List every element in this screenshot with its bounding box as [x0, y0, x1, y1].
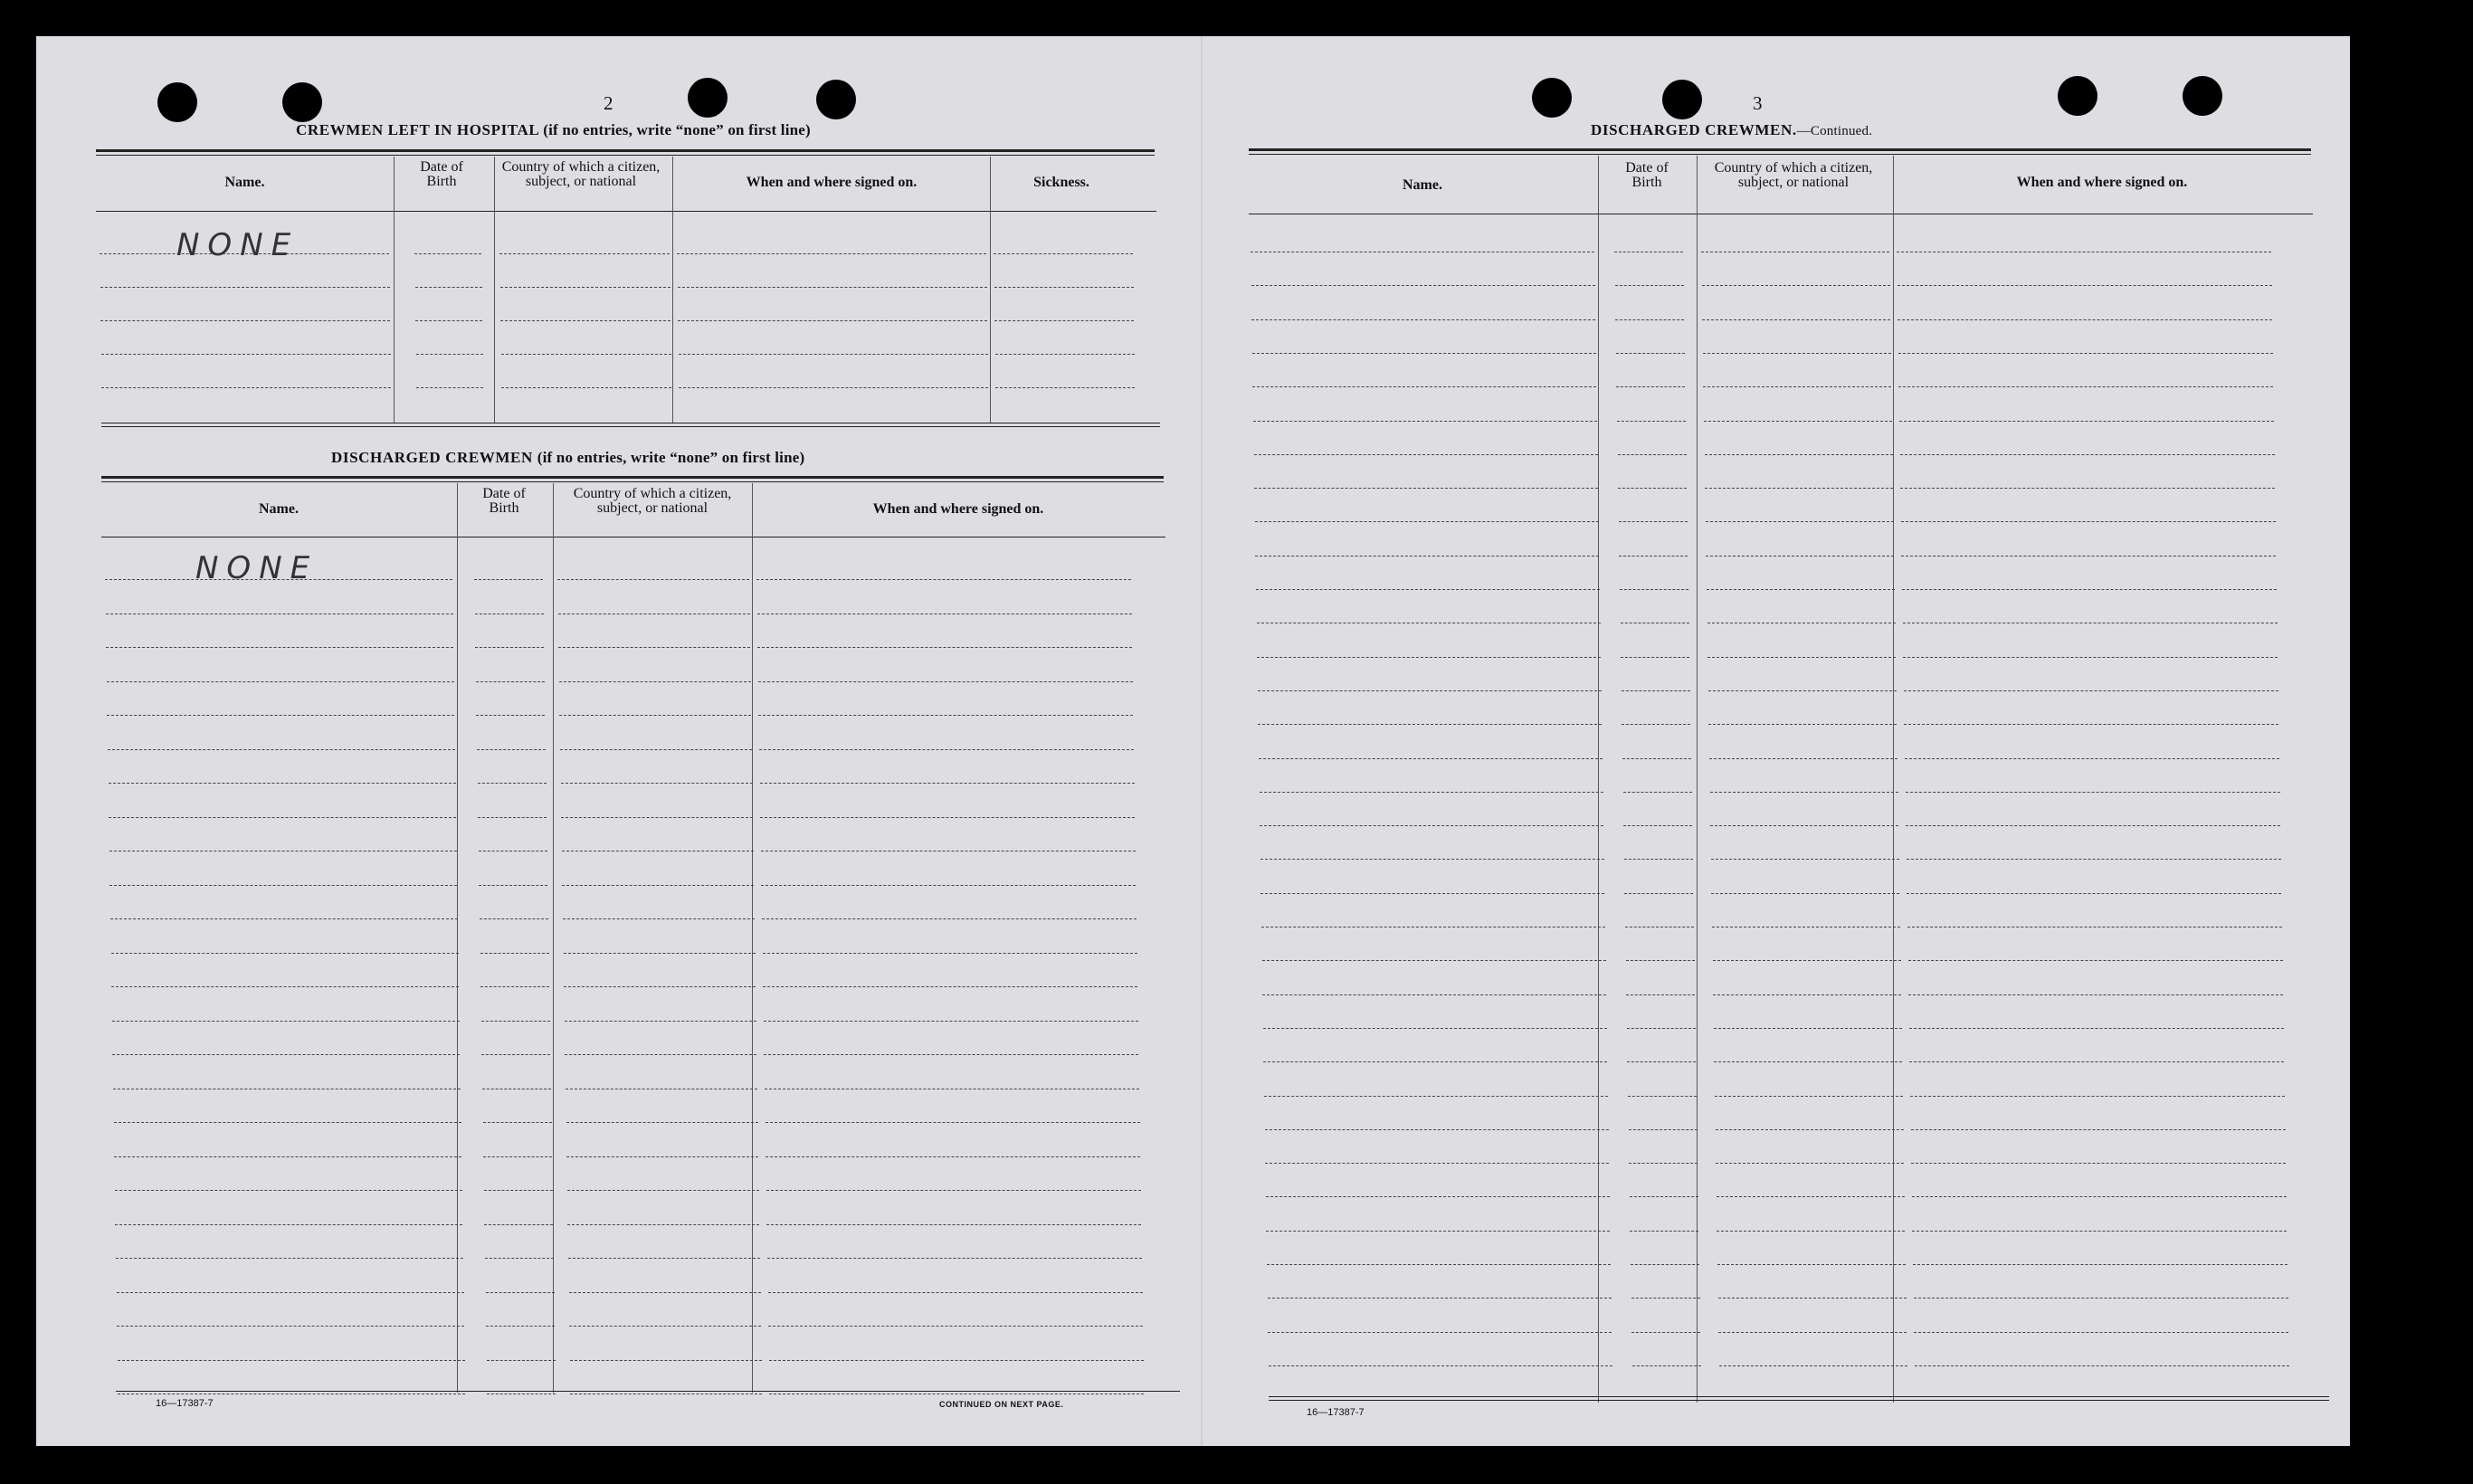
ruled-line: [564, 986, 756, 987]
ruled-line: [1252, 353, 1596, 354]
ruled-line: [1907, 859, 2281, 860]
ruled-line: [1908, 994, 2283, 995]
ruled-line: [478, 817, 547, 818]
column-header-date-of-birth: Date of Birth: [420, 159, 463, 189]
punch-hole: [1662, 80, 1702, 119]
ruled-line: [1266, 1231, 1610, 1232]
continued-note: CONTINUED ON NEXT PAGE.: [939, 1400, 1064, 1409]
ruled-line: [1260, 859, 1604, 860]
ruled-line: [108, 749, 455, 750]
ruled-line: [1629, 1163, 1698, 1164]
column-header-sickness: Sickness.: [1033, 175, 1089, 190]
column-header-country: Country of which a citizen, subject, or national: [501, 159, 661, 189]
ruled-line: [766, 1224, 1141, 1225]
column-header-country: Country of which a citizen, subject, or national: [573, 486, 732, 516]
ruled-line: [114, 1122, 461, 1123]
ruled-line: [478, 783, 547, 784]
ruled-line: [1719, 1365, 1907, 1366]
ruled-line: [763, 953, 1137, 954]
ruled-line: [1267, 1264, 1611, 1265]
ruled-line: [1615, 285, 1684, 286]
ruled-line: [764, 1054, 1138, 1055]
ruled-line: [1254, 454, 1598, 455]
ruled-line: [1718, 1332, 1907, 1333]
ruled-line: [569, 1292, 761, 1293]
ruled-line: [1711, 859, 1899, 860]
ruled-line: [106, 647, 453, 648]
ruled-line: [1898, 353, 2273, 354]
page-fold: [1201, 36, 1203, 1446]
ruled-line: [486, 1326, 555, 1327]
ruled-line: [110, 918, 458, 919]
ruled-line: [1703, 386, 1891, 387]
ruled-line: [1622, 758, 1691, 759]
ruled-line: [1914, 1332, 2288, 1333]
ruled-line: [1703, 353, 1891, 354]
table-top-rule: [1249, 154, 2311, 155]
ruled-line: [1911, 1129, 2286, 1130]
ruled-line: [416, 354, 483, 355]
ruled-line: [679, 387, 988, 388]
ruled-line: [760, 783, 1135, 784]
column-divider: [1893, 156, 1894, 1403]
column-divider: [990, 157, 991, 423]
column-divider: [457, 483, 458, 1393]
ruled-line: [761, 885, 1136, 886]
ruled-line: [1616, 353, 1685, 354]
ruled-line: [1705, 488, 1893, 489]
ruled-line: [1903, 657, 2278, 658]
handwritten-none: NONE: [176, 227, 300, 263]
ruled-line: [1904, 724, 2278, 725]
document-sheet: [36, 36, 2350, 1446]
ruled-line: [1619, 521, 1688, 522]
ruled-line: [415, 287, 482, 288]
continued-suffix: —Continued.: [1796, 124, 1873, 138]
ruled-line: [1622, 724, 1690, 725]
ruled-line: [499, 253, 670, 254]
ruled-line: [1714, 1061, 1902, 1062]
table-bottom-rule: [1269, 1400, 2329, 1401]
page-number: 3: [1753, 92, 1763, 114]
ruled-line: [1904, 690, 2278, 691]
ruled-line: [564, 953, 756, 954]
ruled-line: [1717, 1196, 1905, 1197]
column-divider: [672, 157, 673, 423]
ruled-line: [768, 1326, 1143, 1327]
ruled-line: [500, 320, 671, 321]
ruled-line: [111, 986, 459, 987]
ruled-line: [1909, 1028, 2284, 1029]
ruled-line: [1265, 1163, 1609, 1164]
ruled-line: [1708, 690, 1897, 691]
page-number: 2: [604, 92, 613, 114]
ruled-line: [570, 1360, 762, 1361]
ruled-line: [117, 1326, 464, 1327]
ruled-line: [1711, 893, 1899, 894]
ruled-line: [107, 715, 454, 716]
table-top-rule: [96, 155, 1155, 156]
ruled-line: [756, 579, 1131, 580]
ruled-line: [501, 354, 671, 355]
ruled-line: [100, 320, 390, 321]
ruled-line: [486, 1292, 555, 1293]
form-number: 16—17387-7: [1307, 1407, 1365, 1418]
handwritten-none: NONE: [195, 550, 319, 586]
column-header-signed-on: When and where signed on.: [746, 175, 918, 190]
ruled-line: [101, 354, 391, 355]
ruled-line: [1266, 1196, 1610, 1197]
ruled-line: [1702, 285, 1890, 286]
punch-hole: [282, 82, 322, 122]
ruled-line: [1251, 319, 1595, 320]
ruled-line: [994, 253, 1133, 254]
ruled-line: [1702, 319, 1890, 320]
ruled-line: [1705, 454, 1893, 455]
ruled-line: [1901, 521, 2276, 522]
ruled-line: [116, 1258, 463, 1259]
ruled-line: [1627, 1061, 1696, 1062]
hospital-instruction: (if no entries, write “none” on first line): [543, 121, 811, 138]
column-divider: [752, 483, 753, 1393]
ruled-line: [1706, 521, 1894, 522]
ruled-line: [1258, 724, 1602, 725]
ruled-line: [1631, 1264, 1699, 1265]
ruled-line: [766, 1156, 1140, 1157]
ruled-line: [558, 647, 750, 648]
ruled-line: [678, 320, 987, 321]
ruled-line: [1627, 1028, 1696, 1029]
column-header-signed-on: When and where signed on.: [872, 501, 1044, 517]
ruled-line: [1713, 994, 1901, 995]
ruled-line: [763, 986, 1137, 987]
ruled-line: [567, 1190, 759, 1191]
ruled-line: [479, 885, 547, 886]
ruled-line: [566, 1156, 758, 1157]
table-bottom-rule: [116, 1391, 1180, 1392]
ruled-line: [560, 749, 752, 750]
ruled-line: [563, 918, 755, 919]
ruled-line: [1262, 994, 1606, 995]
discharged-title-text: DISCHARGED CREWMEN: [331, 449, 533, 466]
table-top-rule: [101, 481, 1164, 482]
ruled-line: [678, 287, 987, 288]
ruled-line: [1617, 421, 1686, 422]
column-divider: [494, 157, 495, 423]
hospital-section-title: [296, 121, 811, 139]
ruled-line: [766, 1122, 1140, 1123]
discharged-instruction: (if no entries, write “none” on first line): [537, 449, 805, 466]
ruled-line: [487, 1360, 556, 1361]
ruled-line: [1255, 521, 1599, 522]
ruled-line: [484, 1224, 553, 1225]
discharged-section-title: [331, 449, 804, 467]
ruled-line: [566, 1122, 758, 1123]
ruled-line: [759, 749, 1134, 750]
ruled-line: [1716, 1163, 1904, 1164]
ruled-line: [565, 1021, 756, 1022]
ruled-line: [1909, 1061, 2284, 1062]
table-top-rule: [101, 476, 1164, 479]
column-divider: [1598, 156, 1599, 1403]
ruled-line: [1258, 690, 1602, 691]
ruled-line: [1712, 927, 1900, 928]
ruled-line: [677, 253, 986, 254]
ruled-line: [762, 918, 1137, 919]
ruled-line: [1622, 690, 1690, 691]
ruled-line: [1260, 825, 1603, 826]
ruled-line: [1899, 421, 2274, 422]
ruled-line: [1257, 657, 1601, 658]
ruled-line: [1913, 1264, 2288, 1265]
ruled-line: [1629, 1129, 1698, 1130]
ruled-line: [415, 320, 482, 321]
ruled-line: [112, 1021, 460, 1022]
ruled-line: [1628, 1096, 1697, 1097]
ruled-line: [1905, 758, 2279, 759]
ruled-line: [565, 1054, 756, 1055]
ruled-line: [1621, 657, 1689, 658]
ruled-line: [1715, 1096, 1903, 1097]
ruled-line: [1620, 589, 1688, 590]
ruled-line: [100, 287, 390, 288]
ruled-line: [1260, 893, 1604, 894]
ruled-line: [1615, 319, 1684, 320]
ruled-line: [481, 1021, 550, 1022]
column-header-date-of-birth: Date of Birth: [482, 486, 526, 516]
ruled-line: [1631, 1332, 1700, 1333]
discharged-continued-title: [1591, 121, 1872, 139]
ruled-line: [1898, 386, 2273, 387]
ruled-line: [115, 1224, 462, 1225]
ruled-line: [111, 953, 459, 954]
ruled-line: [414, 253, 481, 254]
column-divider: [394, 157, 395, 423]
ruled-line: [1708, 724, 1897, 725]
ruled-line: [569, 1326, 761, 1327]
ruled-line: [107, 681, 454, 682]
ruled-line: [1624, 859, 1693, 860]
ruled-line: [500, 287, 671, 288]
ruled-line: [1265, 1129, 1609, 1130]
column-header-country: Country of which a citizen, subject, or national: [1714, 160, 1873, 190]
ruled-line: [1251, 285, 1595, 286]
ruled-line: [1623, 792, 1692, 793]
ruled-line: [474, 579, 543, 580]
ruled-line: [1900, 454, 2275, 455]
ruled-line: [1618, 454, 1687, 455]
ruled-line: [994, 287, 1134, 288]
ruled-line: [679, 354, 988, 355]
ruled-line: [480, 953, 549, 954]
hospital-title-text: CREWMEN LEFT IN HOSPITAL: [296, 121, 539, 138]
ruled-line: [1717, 1264, 1906, 1265]
ruled-line: [1710, 825, 1898, 826]
ruled-line: [766, 1190, 1141, 1191]
ruled-line: [476, 681, 545, 682]
ruled-line: [767, 1258, 1142, 1259]
ruled-line: [1632, 1365, 1701, 1366]
ruled-line: [416, 387, 483, 388]
ruled-line: [1264, 1096, 1608, 1097]
punch-hole: [157, 82, 197, 122]
ruled-line: [1262, 960, 1606, 961]
ruled-line: [1902, 589, 2277, 590]
ruled-line: [760, 817, 1135, 818]
punch-hole: [2183, 76, 2222, 116]
ruled-line: [475, 647, 544, 648]
ruled-line: [994, 320, 1134, 321]
ruled-line: [1260, 792, 1603, 793]
ruled-line: [559, 681, 751, 682]
ruled-line: [1707, 657, 1896, 658]
discharged-continued-text: DISCHARGED CREWMEN.: [1591, 121, 1797, 138]
ruled-line: [1618, 488, 1687, 489]
ruled-line: [1253, 421, 1597, 422]
ruled-line: [1912, 1231, 2287, 1232]
ruled-line: [481, 1054, 550, 1055]
ruled-line: [561, 817, 753, 818]
ruled-line: [1906, 825, 2280, 826]
table-top-rule: [96, 149, 1155, 152]
ruled-line: [1625, 927, 1694, 928]
ruled-line: [480, 986, 549, 987]
ruled-line: [1911, 1163, 2286, 1164]
ruled-line: [1910, 1096, 2285, 1097]
ruled-line: [995, 387, 1135, 388]
ruled-line: [1254, 488, 1598, 489]
ruled-line: [114, 1156, 461, 1157]
ruled-line: [1259, 758, 1603, 759]
ruled-line: [483, 1156, 552, 1157]
ruled-line: [1713, 960, 1901, 961]
ruled-line: [109, 885, 457, 886]
ruled-line: [561, 783, 753, 784]
ruled-line: [562, 885, 754, 886]
punch-hole: [2058, 76, 2097, 116]
ruled-line: [1710, 792, 1898, 793]
ruled-line: [764, 1021, 1138, 1022]
ruled-line: [1900, 488, 2275, 489]
column-header-signed-on: When and where signed on.: [2016, 175, 2188, 190]
ruled-line: [1907, 927, 2282, 928]
ruled-line: [1626, 994, 1695, 995]
ruled-line: [118, 1360, 465, 1361]
column-divider: [1697, 156, 1698, 1403]
ruled-line: [117, 1292, 464, 1293]
ruled-line: [1263, 1028, 1607, 1029]
ruled-line: [1908, 960, 2283, 961]
ruled-line: [480, 918, 548, 919]
ruled-line: [557, 579, 749, 580]
ruled-line: [1707, 589, 1895, 590]
ruled-line: [101, 387, 391, 388]
ruled-line: [484, 1190, 553, 1191]
ruled-line: [1626, 960, 1695, 961]
table-bottom-rule: [101, 426, 1160, 427]
ruled-line: [995, 354, 1135, 355]
ruled-line: [1263, 1061, 1607, 1062]
ruled-line: [1716, 1129, 1904, 1130]
ruled-line: [476, 715, 545, 716]
table-top-rule: [1249, 148, 2311, 151]
ruled-line: [1624, 893, 1693, 894]
ruled-line: [1616, 386, 1685, 387]
punch-hole: [1532, 78, 1572, 118]
ruled-line: [769, 1360, 1144, 1361]
ruled-line: [1709, 758, 1898, 759]
ruled-line: [1907, 893, 2281, 894]
column-divider: [553, 483, 554, 1393]
ruled-line: [1269, 1365, 1612, 1366]
ruled-line: [1256, 589, 1600, 590]
form-number: 16—17387-7: [156, 1398, 214, 1409]
ruled-line: [115, 1190, 462, 1191]
ruled-line: [758, 715, 1133, 716]
ruled-line: [1268, 1332, 1612, 1333]
ruled-line: [109, 783, 456, 784]
column-header-date-of-birth: Date of Birth: [1625, 160, 1669, 190]
ruled-line: [757, 647, 1132, 648]
ruled-line: [559, 715, 751, 716]
ruled-line: [1898, 285, 2272, 286]
punch-hole: [688, 78, 728, 118]
header-bottom-rule: [96, 211, 1156, 212]
ruled-line: [1912, 1196, 2287, 1197]
punch-hole: [816, 80, 856, 119]
table-bottom-rule: [1269, 1396, 2329, 1397]
ruled-line: [758, 681, 1133, 682]
ruled-line: [112, 1054, 460, 1055]
ruled-line: [501, 387, 671, 388]
ruled-line: [109, 817, 456, 818]
ruled-line: [568, 1258, 760, 1259]
ruled-line: [477, 749, 546, 750]
ruled-line: [1261, 927, 1605, 928]
ruled-line: [567, 1224, 759, 1225]
ruled-line: [1623, 825, 1692, 826]
ruled-line: [1704, 421, 1892, 422]
ruled-line: [1714, 1028, 1902, 1029]
ruled-line: [485, 1258, 554, 1259]
ruled-line: [1630, 1231, 1698, 1232]
ruled-line: [1906, 792, 2280, 793]
ruled-line: [1915, 1365, 2289, 1366]
ruled-line: [483, 1122, 552, 1123]
ruled-line: [1252, 386, 1596, 387]
column-header-name: Name.: [259, 501, 299, 517]
ruled-line: [1630, 1196, 1698, 1197]
ruled-line: [768, 1292, 1143, 1293]
ruled-line: [1717, 1231, 1905, 1232]
column-header-name: Name.: [1403, 177, 1442, 193]
column-header-name: Name.: [224, 175, 265, 190]
ruled-line: [1898, 319, 2272, 320]
